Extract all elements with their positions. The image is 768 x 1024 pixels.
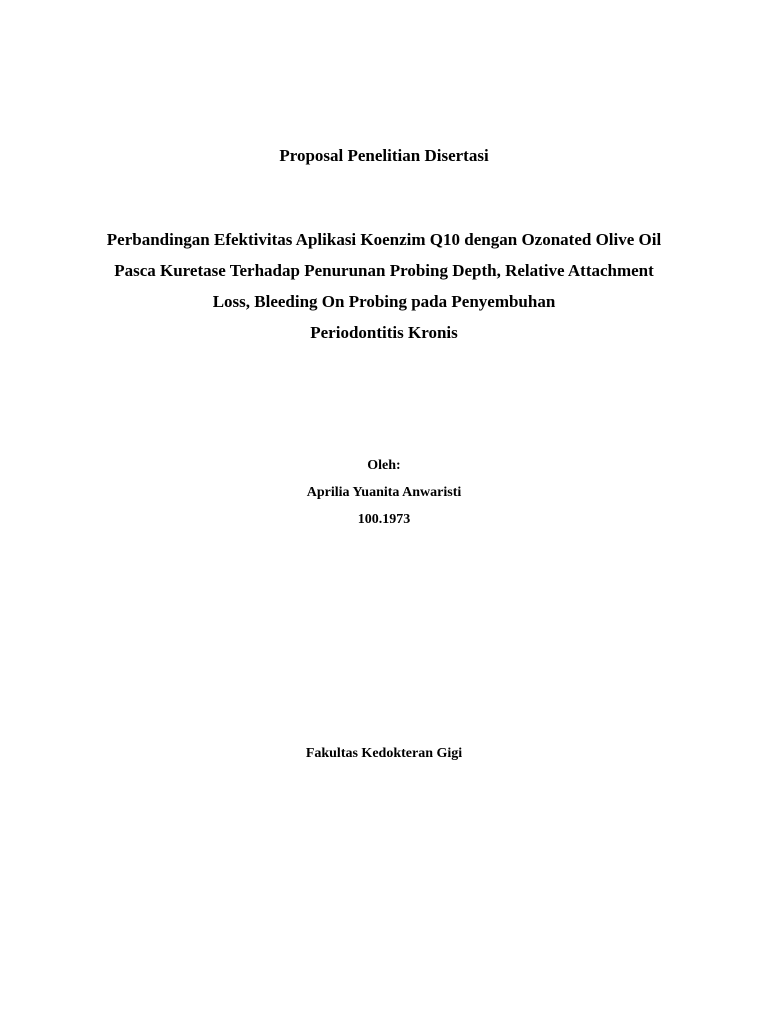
research-title-line-2: Pasca Kuretase Terhadap Penurunan Probing Depth, Relative Attachment [114,261,654,280]
author-block [0,456,768,537]
author-id-number: 100.1973 [357,512,411,527]
research-title-line-3: Loss, Bleeding On Probing pada Penyembuhan [212,292,556,311]
author-label: Oleh: [367,458,401,473]
faculty-name: Fakultas Kedokteran Gigi [305,746,463,761]
author-name: Aprilia Yuanita Anwaristi [306,485,462,500]
research-title-line-4: Periodontitis Kronis [310,323,458,342]
research-title-line-1: Perbandingan Efektivitas Aplikasi Koenzim Q10 dengan Ozonated Olive Oil [106,230,662,249]
proposal-heading: Proposal Penelitian Disertasi [279,146,489,165]
research-title [0,228,768,352]
